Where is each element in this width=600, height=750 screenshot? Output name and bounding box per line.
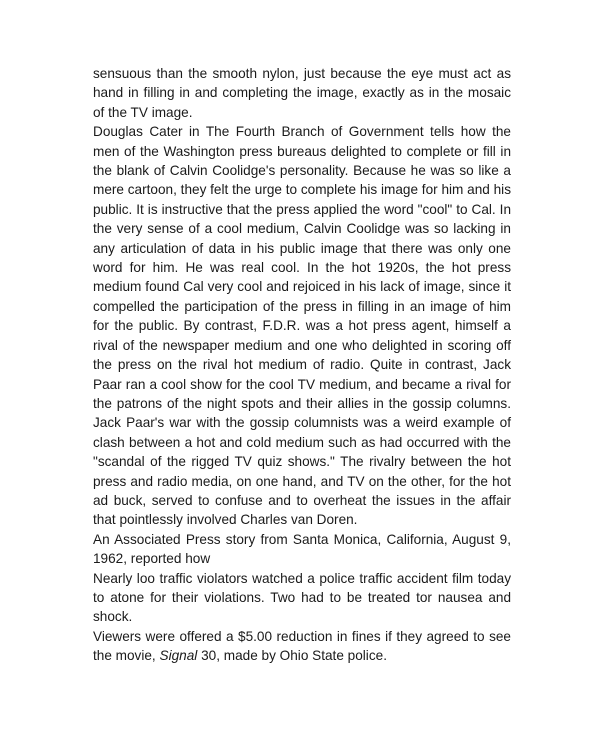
paragraph-continuation: sensuous than the smooth nylon, just because the eye must act as hand in filling in and completing the image, exactly as in the mosaic of the TV image.	[93, 66, 511, 120]
body-text	[93, 64, 511, 666]
paragraph-coolidge: Douglas Cater in The Fourth Branch of Government tells how the men of the Washington press bureaus delighted to complete or fill in the blank of Calvin Coolidge's personality. Because he was so like a mere cartoon, they felt the urge to complete his image for him and his public. It is instructive that the press applied the word "cool" to Cal. In the very sense of a cool medium, Calvin Coolidge was so lacking in any articulation of data in his public image that there was only one word for him. He was real cool. In the hot 1920s, the hot press medium found Cal very cool and rejoiced in his lack of image, since it compelled the participation of the press in filling in an image of him for the public. By contrast, F.D.R. was a hot press agent, himself a rival of the newspaper medium and one who delighted in scoring off the press on the rival hot medium of radio. Quite in contrast, Jack Paar ran a cool show for the cool TV medium, and became a rival for the patrons of the night spots and their allies in the gossip columns. Jack Paar's war with the gossip columnists was a weird example of clash between a hot and cold medium such as had occurred with the "scandal of the rigged TV quiz shows." The rivalry between the hot press and radio media, on one hand, and TV on the other, for the hot ad buck, served to confuse and to overheat the issues in the affair that pointlessly involved Charles van Doren.	[93, 124, 511, 528]
paragraph-ap-story: An Associated Press story from Santa Monica, California, August 9, 1962, reported how	[93, 531, 511, 567]
paragraph-quote: Nearly loo traffic violators watched a police traffic accident film today to atone for their violations. Two had to be treated tor nausea and shock.	[93, 570, 511, 625]
movie-title: Signal	[159, 648, 198, 664]
paragraph-viewers	[93, 627, 511, 666]
viewers-text-before: Viewers were offered a $5.00 reduction in fines if they agreed to see the movie,	[93, 628, 511, 664]
viewers-text-after: 30, made by Ohio State police.	[197, 648, 387, 664]
